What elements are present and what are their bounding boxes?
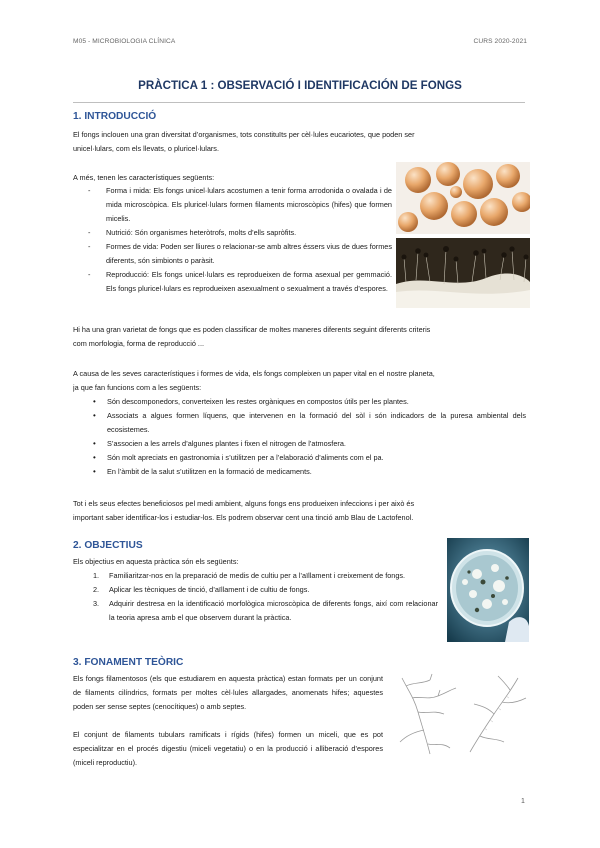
text-line: Tot i els seus efectes beneficiosos pel medi ambient, alguns fongs ens produeixen infeccions i per això és [73,499,415,508]
text-line: Hi ha una gran varietat de fongs que es poden classificar de moltes maneres diferents seguint diferents criteris [73,325,431,334]
intro-paragraph-3 [73,323,528,351]
functions-list [93,395,526,479]
intro-paragraph-5 [73,497,528,525]
list-item: • Associats a algues formen líquens, que intervenen en la formació del sòl i són indicadors de la puresa ambiental dels ecosistemes. [93,409,526,437]
item-number: 3. [93,599,100,608]
text-line: A causa de les seves característiques i formes de vida, els fongs compleixen un paper vital en el nostre planeta, [73,369,435,378]
text-line: com morfologia, forma de reproducció ... [73,339,204,348]
list-item [93,583,438,597]
mould-photo [396,238,530,308]
title-divider [73,102,525,103]
features-lead: A més, tenen les característiques següents: [73,173,215,182]
list-item: • S’associen a les arrels d’algunes plantes i fixen el nitrogen de l’atmosfera. [93,437,526,451]
hyphae-illustration [394,668,532,766]
list-item: • Són molt apreciats en gastronomia i s’utilitzen per a l’elaboració d’aliments com el pa. [93,451,526,465]
list-item: • En l’àmbit de la salut s’utilitzen en la formació de medicaments. [93,465,526,479]
text-line: important saber identificar-los i estudiar-los. Els podrem observar cent una tinció amb Blau de Lactofenol. [73,513,414,522]
text-line: ja que fan funcions com a les següents: [73,383,202,392]
running-header-course: M05 - MICROBIOLOGIA CLÍNICA [73,38,176,45]
features-list [86,184,392,296]
fonament-paragraph-2: El conjunt de filaments tubulars ramificats i rígids (hifes) formen un miceli, que es pot especialitzar en el procés digestiu (miceli vegetatiu) o en la producció i alliberació d’espores (miceli reproductiu). [73,730,383,767]
text-line: unicel·lulars, com els llevats, o pluricel·lulars. [73,144,219,153]
list-item [93,597,438,625]
intro-paragraph-1 [73,128,528,156]
list-item: - Nutrició: Són organismes heteròtrofs, molts d’ells sapròfits. [86,226,392,240]
list-item: - Forma i mida: Els fongs unicel·lulars acostumen a tenir forma arrodonida o ovalada i de mida microscòpica. Els pluricel·lulars formen filaments microscòpics (hifes) que formen micelis. [86,184,392,226]
item-number: 1. [93,571,100,580]
item-number: 2. [93,585,100,594]
list-item: • Són descomponedors, converteixen les restes orgàniques en compostos útils per les plantes. [93,395,526,409]
list-item: - Reproducció: Els fongs unicel·lulars es reprodueixen de forma asexual per gemmació. Els fongs pluricel·lulars es reprodueixen asexualment o sexualment a través d’espores. [86,268,392,296]
petri-dish-photo [447,538,529,642]
item-text: Aplicar les tècniques de tinció, d’aïllament i de cultiu de fongs. [109,585,310,594]
item-text: Familiaritzar-nos en la preparació de medis de cultiu per a l’aïllament i creixement de fongs. [109,571,406,580]
section-heading-introduccio: 1. INTRODUCCIÓ [73,111,157,122]
section-heading-fonament: 3. FONAMENT TEÒRIC [73,657,184,668]
running-header-year: CURS 2020-2021 [473,38,527,45]
yeast-cells-photo [396,162,530,234]
intro-paragraph-4 [73,367,528,395]
item-text: Adquirir destresa en la identificació morfològica microscòpica de diferents fongs, així com relacionar la teoria apresa amb el que observem durant la pràctica. [109,599,438,622]
page-number: 1 [521,798,525,805]
text-line: El fongs inclouen una gran diversitat d’organismes, tots constituïts per cèl·lules eucariotes, que poden ser [73,130,415,139]
list-item: - Formes de vida: Poden ser lliures o relacionar-se amb altres éssers vius de dues formes diferents, són simbionts o paràsit. [86,240,392,268]
fonament-paragraph-1: Els fongs filamentosos (els que estudiarem en aquesta pràctica) estan formats per un conjunt de filaments cilíndrics, formats per moltes cèl·lules allargades, anomenats hifes; aquestes poden ser sense septes (cenocítiques) o amb septes. [73,674,383,711]
section-heading-objectius: 2. OBJECTIUS [73,540,143,551]
document-title: PRÀCTICA 1 : OBSERVACIÓ I IDENTIFICACIÓN DE FONGS [138,79,462,92]
objectius-list [93,569,438,625]
objectius-lead: Els objectius en aquesta pràctica són els següents: [73,557,239,566]
list-item [93,569,438,583]
